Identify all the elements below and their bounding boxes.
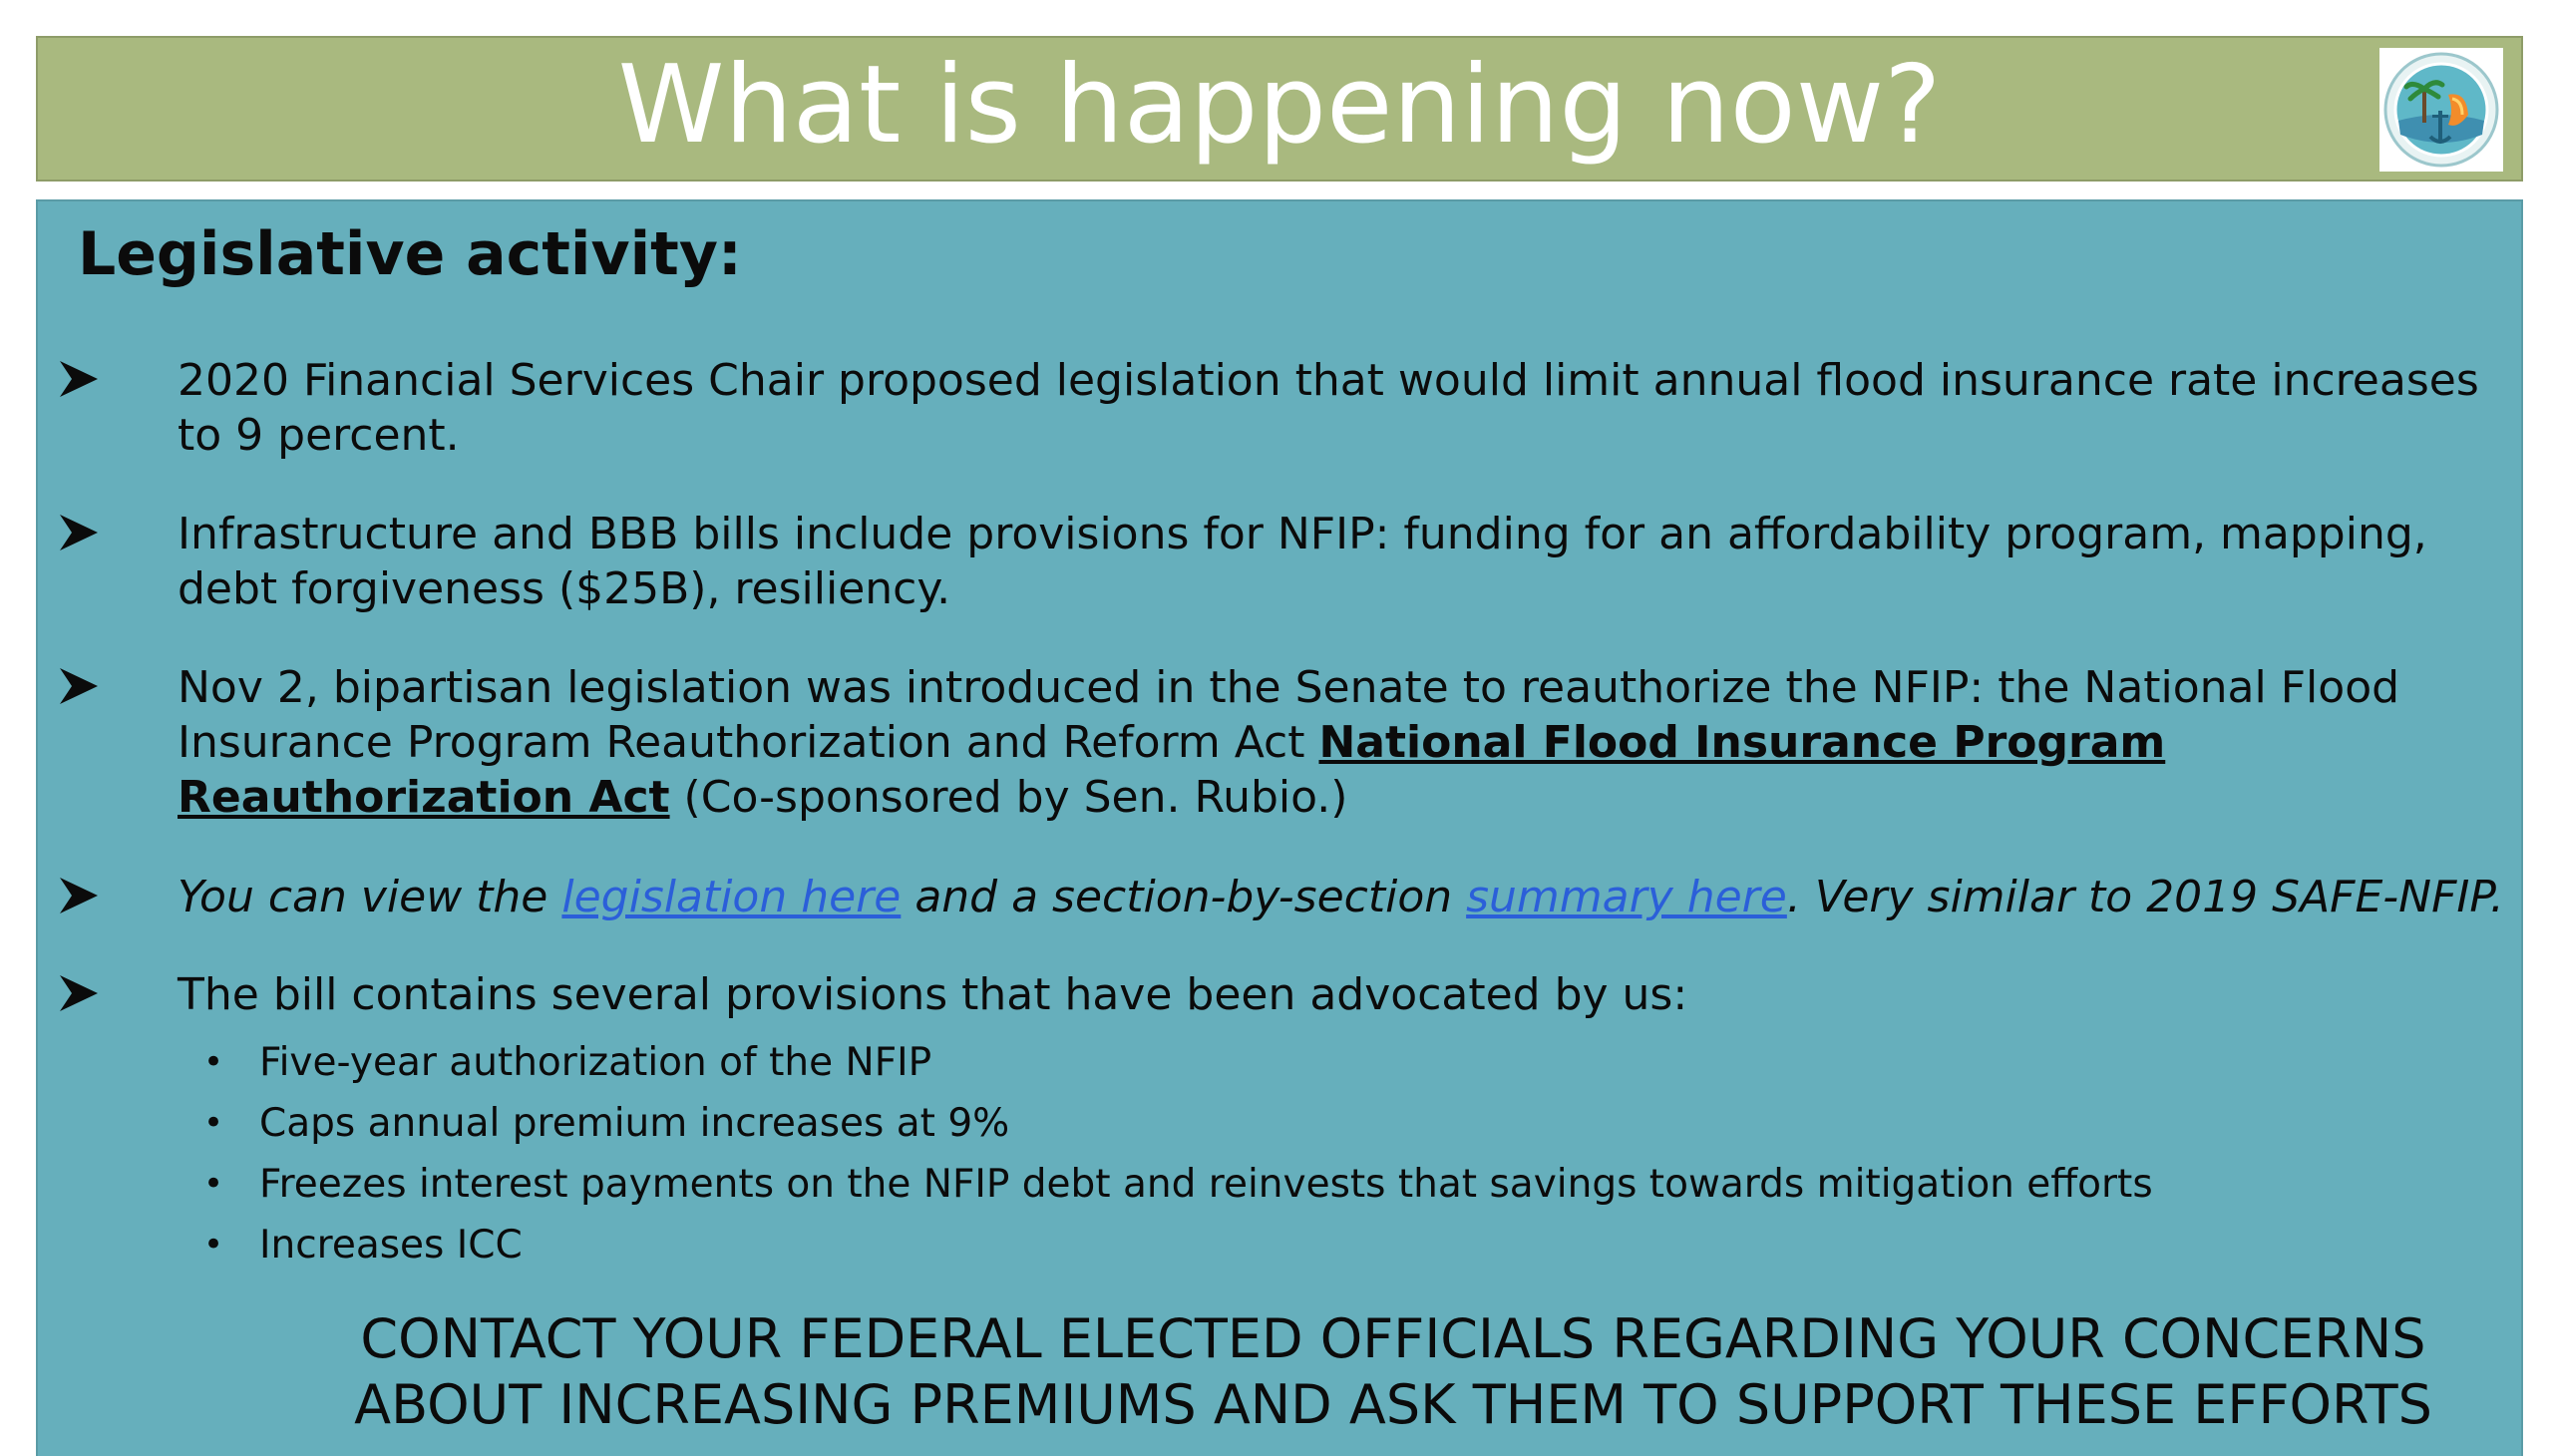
bullet-text-part: (Co-sponsored by Sen. Rubio.) [669,772,1348,823]
sub-bullet-text: Increases ICC [259,1223,523,1268]
sub-bullet-text: Five-year authorization of the NFIP [259,1040,932,1085]
bullet-text-part: Nov 2, bipartisan legislation was introduced in the Senate to reauthorize the NFIP: the National Flood Insurance Program Reauthorization and Reform Act [178,662,2400,768]
sub-bullet-item [199,1093,2153,1154]
arrow-bullet-icon [58,967,178,1022]
list-item [58,353,2511,463]
bullet-text: Infrastructure and BBB bills include provisions for NFIP: funding for an affordability program, mapping, debt forgiveness ($25B), resiliency. [178,509,2427,614]
dot-bullet-icon: • [203,1103,224,1143]
arrow-bullet-icon [58,507,178,616]
bullet-text-part: and a section-by-section [901,872,1467,922]
city-seal-icon [2379,48,2503,172]
act-link[interactable]: National Flood Insurance Program Reauthorization Act [178,717,2166,823]
title-bar [36,36,2523,182]
list-item [58,507,2511,616]
slide-title: What is happening now? [617,43,1942,168]
list-item [58,967,2511,1022]
bullet-text-part: . Very similar to 2019 SAFE-NFIP. [1786,872,2504,922]
dot-bullet-icon: • [203,1164,224,1204]
sub-bullet-list [199,1032,2153,1275]
arrow-bullet-icon [58,353,178,463]
summary-link[interactable]: summary here [1466,872,1787,922]
sub-bullet-item [199,1215,2153,1275]
cta-line: ABOUT INCREASING PREMIUMS AND ASK THEM TO SUPPORT THESE EFFORTS [354,1373,2432,1436]
arrow-bullet-icon [58,870,178,924]
legislation-link[interactable]: legislation here [561,872,902,922]
bullet-text-part: You can view the [178,872,562,922]
call-to-action [0,1306,2487,1438]
list-item [58,660,2511,825]
sub-bullet-text: Freezes interest payments on the NFIP debt and reinvests that savings towards mitigation efforts [259,1162,2153,1207]
dot-bullet-icon: • [203,1225,224,1265]
section-heading: Legislative activity: [78,219,742,289]
dot-bullet-icon: • [203,1042,224,1082]
sub-bullet-text: Caps annual premium increases at 9% [259,1101,1010,1146]
arrow-bullet-icon [58,660,178,825]
bullet-text: The bill contains several provisions that have been advocated by us: [178,969,1688,1020]
cta-line: CONTACT YOUR FEDERAL ELECTED OFFICIALS REGARDING YOUR CONCERNS [360,1307,2426,1370]
sub-bullet-item [199,1154,2153,1215]
list-item [58,870,2511,924]
bullet-text: 2020 Financial Services Chair proposed legislation that would limit annual flood insurance rate increases to 9 percent. [178,355,2479,461]
bullet-text [178,660,2511,825]
sub-bullet-item [199,1032,2153,1093]
bullet-text [178,870,2511,924]
